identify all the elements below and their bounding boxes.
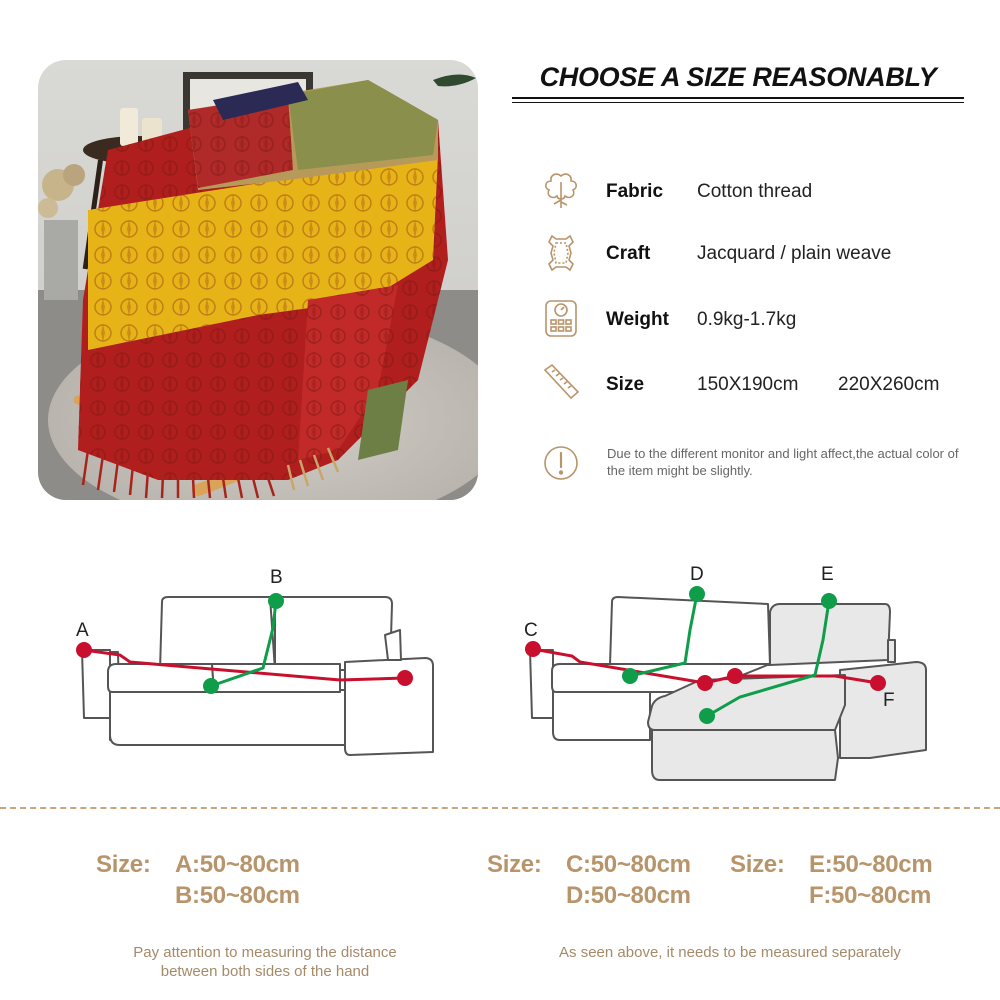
spec-value-size-large: 220X260cm: [838, 374, 940, 395]
heading-title: CHOOSE A SIZE REASONABLY: [539, 62, 937, 92]
spec-label-size: Size: [606, 374, 645, 395]
size-c-value: C:50~80cm: [566, 851, 691, 878]
marker-b-end: [203, 678, 219, 694]
right-measure-hint: As seen above, it needs to be measured separately: [559, 944, 901, 961]
label-e: E: [821, 564, 834, 585]
heading-rule-top: [512, 97, 964, 99]
cotton-icon: [542, 170, 580, 210]
exclamation-icon: [542, 443, 580, 483]
marker-e-end: [699, 708, 715, 724]
dashed-divider: [0, 807, 1000, 809]
color-disclaimer: Due to the different monitor and light affect,the actual color of the item might be slightly.: [607, 446, 959, 478]
marker-d-end: [622, 668, 638, 684]
label-f: F: [883, 690, 895, 711]
label-a: A: [76, 620, 89, 641]
ruler-icon: [542, 362, 580, 402]
spec-label-craft: Craft: [606, 243, 651, 264]
marker-c-mid2: [727, 668, 743, 684]
size-d-value: D:50~80cm: [566, 882, 691, 909]
product-photo: [38, 60, 478, 500]
size-e-value: E:50~80cm: [809, 851, 933, 878]
spec-value-fabric: Cotton thread: [697, 181, 813, 202]
spec-label-weight: Weight: [606, 309, 669, 330]
label-b: B: [270, 567, 283, 588]
left-hint-line1: Pay attention to measuring the distance: [133, 944, 397, 961]
right-size-label-1: Size:: [487, 851, 542, 878]
measurement-diagrams: [0, 560, 1000, 790]
spec-label-fabric: Fabric: [606, 181, 664, 202]
marker-a-end: [397, 670, 413, 686]
size-b-value: B:50~80cm: [175, 882, 300, 909]
marker-c-mid1: [697, 675, 713, 691]
right-size-label-2: Size:: [730, 851, 785, 878]
marker-d: [689, 586, 705, 602]
spec-value-size-small: 150X190cm: [697, 374, 799, 395]
sectional-sofa-diagram: [530, 597, 926, 780]
weight-scale-icon: [542, 298, 580, 338]
label-c: C: [524, 620, 538, 641]
heading-rule-bottom: [512, 102, 964, 103]
label-d: D: [690, 564, 704, 585]
two-seat-sofa-diagram: [82, 597, 433, 755]
spec-value-craft: Jacquard / plain weave: [697, 243, 892, 264]
marker-e: [821, 593, 837, 609]
marker-c: [525, 641, 541, 657]
marker-f: [870, 675, 886, 691]
left-size-label: Size:: [96, 851, 151, 878]
size-f-value: F:50~80cm: [809, 882, 932, 909]
spec-value-weight: 0.9kg-1.7kg: [697, 309, 797, 330]
marker-a: [76, 642, 92, 658]
marker-b: [268, 593, 284, 609]
leather-hide-icon: [542, 233, 580, 273]
left-hint-line2: between both sides of the hand: [160, 963, 370, 980]
left-measure-hint: [40, 943, 490, 981]
section-heading: [512, 62, 964, 108]
size-a-value: A:50~80cm: [175, 851, 300, 878]
throw-blanket-photo: [38, 60, 478, 500]
